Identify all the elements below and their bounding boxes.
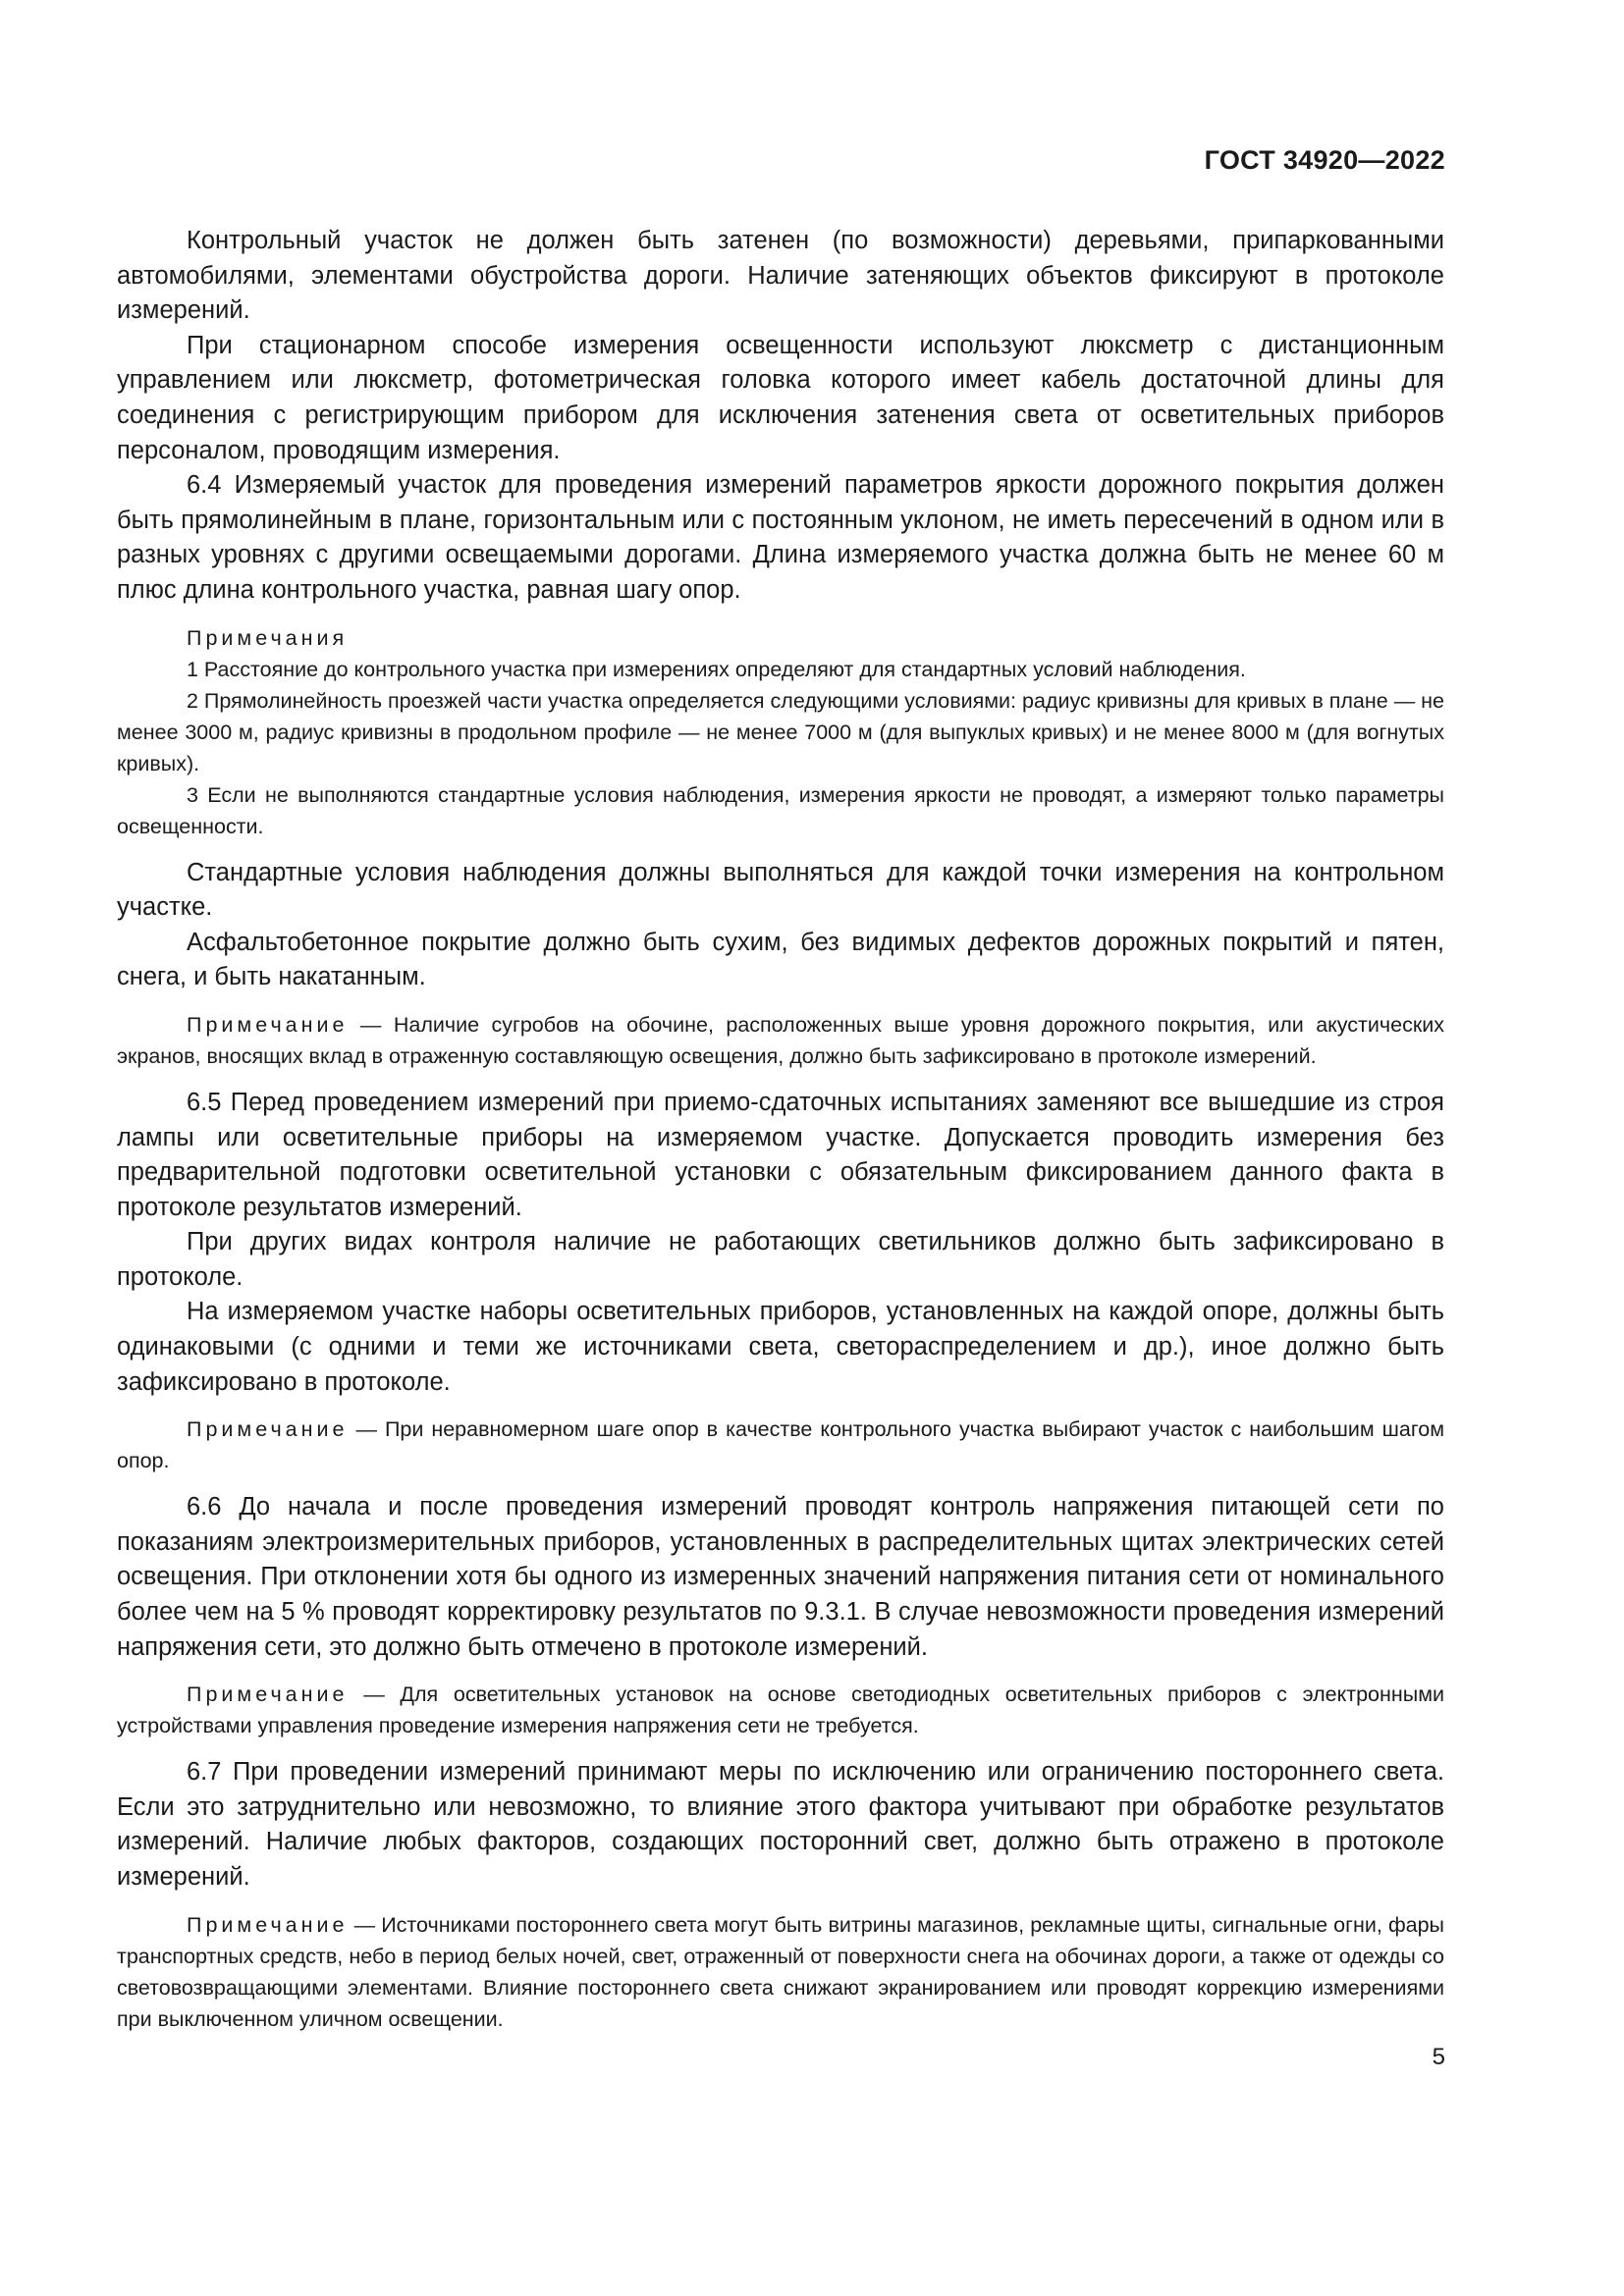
note-body: — При неравномерном шаге опор в качестве контрольного участка выбирают участок с наибольшим шагом опор. (117, 1417, 1444, 1473)
notes-heading-label: Примечания (187, 625, 349, 650)
note-stray-light (117, 1909, 1444, 2035)
paragraph-6-4: 6.4 Измеряемый участок для проведения измерений параметров яркости дорожного покрытия должен быть прямолинейным в плане, горизонтальным или с постоянным уклоном, не иметь пересечений в одном или в разных уровнях с другими освещаемыми дорогами. Длина измеряемого участка должна быть не менее 60 м плюс длина контрольного участка, равная шагу опор. (117, 471, 1444, 604)
paragraph-other-control: При других видах контроля наличие не работающих светильников должно быть зафиксировано в протоколе. (117, 1228, 1444, 1291)
note-label: Примечание (187, 1682, 349, 1707)
note-pole-spacing (117, 1414, 1444, 1476)
paragraph-luminaire-sets: На измеряемом участке наборы осветительных приборов, установленных на каждой опоре, должны быть одинаковыми (с одними и теми же источниками света, светораспределением и др.), иное должно быть зафиксировано в протоколе. (117, 1298, 1444, 1396)
paragraph-standard-conditions: Стандартные условия наблюдения должны выполняться для каждой точки измерения на контрольном участке. (117, 858, 1444, 922)
paragraph-6-5: 6.5 Перед проведением измерений при приемо-сдаточных испытаниях заменяют все вышедшие из строя лампы или осветительные приборы на измеряемом участке. Допускается проводить измерения без предварительной подготовки осветительной установки с обязательным фиксированием данного факта в протоколе результатов измерений. (117, 1088, 1444, 1221)
note-item-2: 2 Прямолинейность проезжей части участка определяется следующими условиями: радиус кривизны для кривых в плане — не менее 3000 м, радиус кривизны в продольном профиле — не менее 7000 м (для выпуклых кривых) и не менее 8000 м (для вогнутых кривых). (117, 688, 1444, 775)
note-label: Примечание (187, 1912, 349, 1937)
page-content (117, 224, 1444, 2049)
document-code: ГОСТ 34920—2022 (1204, 145, 1445, 175)
note-item-3: 3 Если не выполняются стандартные условия наблюдения, измерения яркости не проводят, а измеряют только параметры освещенности. (117, 782, 1444, 838)
notes-heading (117, 622, 1444, 654)
note-body: — Для осветительных установок на основе светодиодных осветительных приборов с электронными устройствами управления проведение измерения напряжения сети не требуется. (117, 1682, 1444, 1738)
paragraph-control-section-shading: Контрольный участок не должен быть затенен (по возможности) деревьями, припаркованными автомобилями, элементами обустройства дороги. Наличие затеняющих объектов фиксируют в протоколе измерений. (117, 227, 1444, 325)
note-label: Примечание (187, 1417, 349, 1442)
note-pole-spacing-text (117, 1414, 1444, 1476)
note-led-installations-text (117, 1679, 1444, 1741)
page-number: 5 (1432, 2044, 1445, 2070)
paragraph-asphalt-surface: Асфальтобетонное покрытие должно быть сухим, без видимых дефектов дорожных покрытий и пятен, снега, и быть накатанным. (117, 928, 1444, 991)
note-item-1: 1 Расстояние до контрольного участка при измерениях определяют для стандартных условий наблюдения. (187, 657, 1246, 681)
note-snowdrifts-text (117, 1009, 1444, 1072)
paragraph-6-7: 6.7 При проведении измерений принимают меры по исключению или ограничению постороннего света. Если это затруднительно или невозможно, то влияние этого фактора учитывают при обработке результатов измерений. Наличие любых факторов, создающих посторонний свет, должно быть отражено в протоколе измерений. (117, 1758, 1444, 1891)
note-snowdrifts (117, 1009, 1444, 1072)
note-stray-light-text (117, 1909, 1444, 2035)
paragraph-stationary-method: При стационарном способе измерения освещенности используют люксметр с дистанционным управлением или люксметр, фотометрическая головка которого имеет кабель достаточной длины для соединения с регистрирующим прибором для исключения затенения света от осветительных приборов персоналом, проводящим измерения. (117, 331, 1444, 464)
note-led-installations (117, 1679, 1444, 1741)
notes-block (117, 622, 1444, 842)
note-label: Примечание (187, 1012, 349, 1037)
note-body: — Наличие сугробов на обочине, расположенных выше уровня дорожного покрытия, или акустических экранов, вносящих вклад в отраженную составляющую освещения, должно быть зафиксировано в протоколе измерений. (117, 1012, 1444, 1068)
note-body: — Источниками постороннего света могут быть витрины магазинов, рекламные щиты, сигнальные огни, фары транспортных средств, небо в период белых ночей, свет, отраженный от поверхности снега на обочинах дороги, а также от одежды со световозвращающими элементами. Влияние постороннего света снижают экранированием или проводят коррекцию измерениями при выключенном уличном освещении. (117, 1912, 1444, 2031)
paragraph-6-6: 6.6 До начала и после проведения измерений проводят контроль напряжения питающей сети по показаниям электроизмерительных приборов, установленных в распределительных щитах электрических сетей освещения. При отклонении хотя бы одного из измеренных значений напряжения питания сети от номинального более чем на 5 % проводят корректировку результатов по 9.3.1. В случае невозможности проведения измерений напряжения сети, это должно быть отмечено в протоколе измерений. (117, 1493, 1444, 1661)
